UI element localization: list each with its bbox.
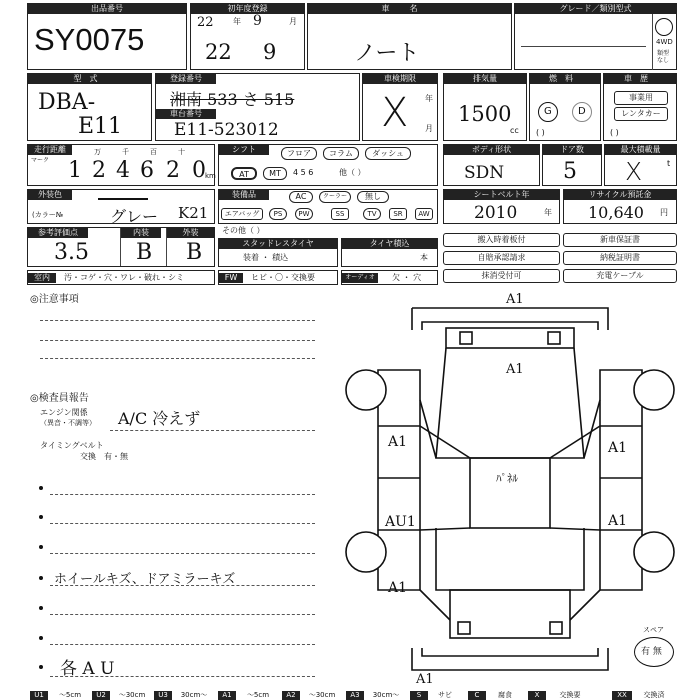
exterior-value: B bbox=[186, 240, 203, 265]
shift-floor: フロア bbox=[281, 147, 317, 160]
inspection-month-unit: 月 bbox=[425, 124, 433, 133]
bullet-7 bbox=[39, 665, 43, 669]
room-box bbox=[27, 270, 215, 285]
diagram-left-1: A1 bbox=[388, 434, 408, 450]
shift-column: コラム bbox=[323, 147, 359, 160]
room-text: 汚・コゲ・穴・ワレ・破れ・シミ bbox=[64, 273, 184, 282]
studless-label: スタッドレスタイヤ bbox=[219, 239, 337, 249]
exterior-color-box bbox=[27, 189, 215, 224]
diagram-bottom: A1 bbox=[416, 672, 434, 687]
report-line-5 bbox=[50, 614, 315, 615]
legend-code-u1: U1 bbox=[30, 691, 48, 700]
legend-code-c: C bbox=[468, 691, 486, 700]
equipment-pw: PW bbox=[295, 208, 313, 220]
color-strike bbox=[98, 198, 148, 200]
shift-dash: ダッシュ bbox=[365, 147, 411, 160]
equipment-cooler: クーラー bbox=[319, 191, 351, 203]
equipment-aw: AW bbox=[415, 208, 433, 220]
shift-box bbox=[218, 144, 438, 186]
bullet-5 bbox=[39, 606, 43, 610]
bullet-3 bbox=[39, 545, 43, 549]
notes-line-3 bbox=[40, 358, 315, 359]
audio-text: 欠 ・ 穴 bbox=[392, 273, 422, 282]
report-line-3 bbox=[50, 553, 315, 554]
history-label: 車歴 bbox=[604, 74, 676, 84]
engine-sub: （異音・不調等） bbox=[40, 419, 96, 427]
first-reg-year: 22 bbox=[197, 15, 214, 30]
2wd-circle bbox=[655, 18, 673, 36]
grade-eval-label: 参考評価点 bbox=[28, 228, 88, 238]
mileage-digit-5: 2 bbox=[166, 158, 180, 183]
type-none-label: 類型 なし bbox=[657, 50, 670, 64]
seatbelt-unit: 年 bbox=[544, 208, 552, 217]
legend-text-a1: ～5cm bbox=[246, 691, 270, 699]
equipment-tv: TV bbox=[363, 208, 381, 220]
diagram-left-3: A1 bbox=[388, 580, 408, 596]
legend-code-u3: U3 bbox=[154, 691, 172, 700]
body-shape-box bbox=[443, 144, 540, 186]
notes-line-2 bbox=[40, 340, 315, 341]
first-reg-year-unit: 年 bbox=[233, 17, 241, 26]
inspector-title: ◎検査員報告 bbox=[30, 393, 89, 404]
equipment-none: 無し bbox=[357, 191, 389, 203]
mileage-digit-2: 2 bbox=[92, 158, 106, 183]
grade-divider bbox=[652, 14, 653, 70]
bullet-1 bbox=[39, 486, 43, 490]
chassis-value: E11-523012 bbox=[174, 120, 279, 140]
tire-load-box bbox=[341, 238, 438, 267]
displacement-value: 1500 bbox=[458, 102, 512, 126]
inspection-year-unit: 年 bbox=[425, 94, 433, 103]
bullet-2 bbox=[39, 515, 43, 519]
doors-box bbox=[542, 144, 602, 186]
paper-1: 搬入時着板付 bbox=[443, 233, 560, 247]
doors-value: 5 bbox=[563, 159, 577, 184]
equipment-ss: SS bbox=[331, 208, 349, 220]
paper-3: 抹消受付可 bbox=[443, 269, 560, 283]
notes-title: ◎注意事項 bbox=[30, 294, 79, 305]
first-reg-month: 9 bbox=[253, 13, 262, 29]
tire-load-label: タイヤ積込 bbox=[342, 239, 437, 249]
car-diagram bbox=[340, 290, 680, 690]
exterior-label: 外装 bbox=[167, 228, 214, 238]
report-text-1: ホイールキズ、ドアミラーキズ bbox=[54, 572, 236, 587]
equipment-ac: AC bbox=[289, 191, 313, 203]
engine-value: A/C 冷えず bbox=[118, 409, 201, 428]
equipment-label: 装備品 bbox=[219, 190, 269, 200]
report-line-6 bbox=[50, 644, 315, 645]
legend-code-a2: A2 bbox=[282, 691, 300, 700]
body-shape-value: SDN bbox=[464, 163, 505, 183]
audio-label: オーディオ bbox=[342, 273, 378, 283]
recycle-value: 10,640 bbox=[588, 203, 644, 222]
legend-code-s: S bbox=[410, 691, 428, 700]
recycle-label: リサイクル預託金 bbox=[564, 190, 676, 200]
bullet-4 bbox=[39, 576, 43, 580]
legend-text-u2: ～30cm bbox=[118, 691, 146, 699]
grade-box bbox=[514, 3, 677, 70]
engine-line bbox=[110, 430, 315, 431]
grade-label: グレード／類別型式 bbox=[515, 4, 676, 14]
interior-label: 内装 bbox=[121, 228, 161, 238]
shift-mt: MT bbox=[263, 167, 287, 180]
inspection-label: 車検期限 bbox=[363, 74, 437, 84]
interior-value: B bbox=[136, 240, 153, 265]
first-reg-year-2: 22 bbox=[205, 40, 232, 64]
bullet-6 bbox=[39, 636, 43, 640]
room-label: 室内 bbox=[28, 273, 56, 283]
color-code-label: (カラー№ bbox=[32, 211, 64, 219]
report-line-2 bbox=[50, 523, 315, 524]
studless-box bbox=[218, 238, 338, 267]
mileage-unit-hyaku: 百 bbox=[150, 148, 157, 156]
equipment-sr: SR bbox=[389, 208, 407, 220]
displacement-box bbox=[443, 73, 527, 141]
equipment-other: その他（ ） bbox=[222, 226, 265, 235]
history-rental: レンタカー bbox=[614, 107, 668, 121]
legend-text-x: 交換要 bbox=[559, 691, 581, 699]
legend-text-a3: 30cm～ bbox=[372, 691, 400, 699]
seatbelt-label: シートベルト年 bbox=[444, 190, 559, 200]
model-label: 型式 bbox=[28, 74, 151, 84]
legend-text-u3: 30cm～ bbox=[180, 691, 208, 699]
fuel-paren: ( ) bbox=[536, 128, 545, 137]
seatbelt-value: 2010 bbox=[474, 203, 518, 223]
car-name-box bbox=[307, 3, 512, 70]
diagram-center: ﾊﾟﾈﾙ bbox=[496, 472, 518, 485]
capacity-unit: t bbox=[667, 159, 671, 168]
mileage-digit-6: 0 bbox=[192, 158, 206, 183]
engine-label: エンジン関係 bbox=[40, 408, 88, 417]
legend-text-a2: ～30cm bbox=[308, 691, 336, 699]
grade-eval-value: 3.5 bbox=[54, 240, 89, 265]
history-paren: ( ) bbox=[610, 128, 619, 137]
mileage-label: 走行距離 bbox=[28, 145, 72, 155]
fw-label: FW bbox=[219, 273, 243, 283]
first-registration-box bbox=[190, 3, 305, 70]
mileage-mark: マーク bbox=[31, 157, 50, 164]
equipment-airbag: エアバッグ bbox=[221, 208, 263, 220]
history-box bbox=[603, 73, 677, 141]
exterior-color-code: K21 bbox=[178, 204, 209, 222]
report-line-1 bbox=[50, 494, 315, 495]
legend-code-a3: A3 bbox=[346, 691, 364, 700]
equipment-box bbox=[218, 189, 438, 224]
fuel-box bbox=[529, 73, 601, 141]
displacement-label: 排気量 bbox=[444, 74, 526, 84]
model-value-2: E11 bbox=[78, 114, 123, 139]
first-registration-label: 初年度登録 bbox=[191, 4, 304, 14]
registration-box bbox=[155, 73, 360, 141]
lot-number: SY0075 bbox=[34, 22, 145, 57]
chassis-label: 車台番号 bbox=[156, 109, 216, 119]
diagram-right-1: A1 bbox=[608, 440, 628, 456]
recycle-unit: 円 bbox=[660, 208, 668, 217]
model-value-1: DBA- bbox=[38, 90, 96, 115]
shift-other: 他（ ） bbox=[339, 168, 366, 177]
first-reg-month-unit: 月 bbox=[289, 17, 297, 26]
mileage-digit-4: 6 bbox=[140, 158, 154, 183]
registration-value: 湘南 533 さ 515 bbox=[170, 90, 295, 109]
legend-code-u2: U2 bbox=[92, 691, 110, 700]
body-shape-label: ボディ形状 bbox=[444, 145, 539, 155]
exterior-color-label: 外装色 bbox=[28, 190, 72, 200]
displacement-unit: cc bbox=[510, 126, 519, 135]
grade-eval-box bbox=[27, 227, 215, 267]
inspection-box bbox=[362, 73, 438, 141]
report-line-7 bbox=[50, 676, 315, 677]
spare-label: スペア bbox=[643, 626, 664, 634]
shift-label: シフト bbox=[219, 145, 269, 155]
diagram-top: A1 bbox=[506, 292, 524, 307]
mileage-box bbox=[27, 144, 215, 186]
timing-sub: 交換 有・無 bbox=[80, 452, 128, 461]
capacity-value: X bbox=[625, 157, 643, 186]
car-name-value: ノート bbox=[354, 41, 420, 66]
mileage-unit-sen: 千 bbox=[122, 148, 129, 156]
legend-code-a1: A1 bbox=[218, 691, 236, 700]
recycle-box bbox=[563, 189, 677, 224]
report-text-2: 各 A U bbox=[60, 659, 115, 679]
capacity-label: 最大積載量 bbox=[605, 145, 676, 155]
paper-2: 自賠承認請求 bbox=[443, 251, 560, 265]
capacity-box bbox=[604, 144, 677, 186]
exterior-color-value: グレー bbox=[110, 207, 159, 226]
paper-6: 充電ケーブル bbox=[563, 269, 677, 283]
legend-code-xx: XX bbox=[612, 691, 632, 700]
lot-label: 出品番号 bbox=[28, 4, 186, 14]
legend-text-u1: ～5cm bbox=[58, 691, 82, 699]
four-wd-label: 4WD bbox=[656, 38, 673, 46]
inspection-value: X bbox=[381, 90, 409, 136]
diagram-roof: A1 bbox=[506, 362, 524, 377]
grade-underline bbox=[521, 46, 646, 47]
history-business: 事業用 bbox=[614, 91, 668, 105]
mileage-digit-3: 4 bbox=[116, 158, 130, 183]
shift-nums: 4 5 6 bbox=[293, 168, 314, 177]
timing-label: タイミングベルト bbox=[40, 441, 104, 450]
fw-box bbox=[218, 270, 338, 285]
doors-label: ドア数 bbox=[543, 145, 601, 155]
equipment-ps: PS bbox=[269, 208, 287, 220]
report-line-4 bbox=[50, 585, 315, 586]
legend-code-x: X bbox=[528, 691, 546, 700]
mileage-unit-jyu: 十 bbox=[178, 148, 185, 156]
fw-text: ヒビ・〇・交換要 bbox=[251, 273, 315, 282]
legend-text-xx: 交換済 bbox=[643, 691, 665, 699]
spare-value: 有 無 bbox=[641, 647, 662, 657]
shift-at: AT bbox=[231, 167, 257, 180]
car-name-label: 車名 bbox=[308, 4, 511, 14]
diagram-right-2: A1 bbox=[608, 513, 628, 529]
legend-text-s: サビ bbox=[438, 691, 452, 699]
audio-box bbox=[341, 270, 438, 285]
paper-5: 納税証明書 bbox=[563, 251, 677, 265]
diagram-left-2: AU1 bbox=[385, 514, 416, 530]
studless-options: 装着 ・ 積込 bbox=[243, 253, 289, 262]
mileage-digit-1: 1 bbox=[68, 158, 82, 183]
fuel-g: G bbox=[544, 106, 552, 117]
fuel-d: D bbox=[578, 106, 586, 117]
seatbelt-box bbox=[443, 189, 560, 224]
lot-box bbox=[27, 3, 187, 70]
registration-label: 登録番号 bbox=[156, 74, 216, 84]
tire-load-value: 本 bbox=[420, 253, 428, 262]
model-box bbox=[27, 73, 152, 141]
notes-line-1 bbox=[40, 320, 315, 321]
legend-text-c: 腐食 bbox=[498, 691, 512, 699]
first-reg-month-2: 9 bbox=[263, 40, 277, 64]
mileage-km: km bbox=[205, 172, 216, 180]
paper-4: 新車保証書 bbox=[563, 233, 677, 247]
mileage-unit-man: 万 bbox=[94, 148, 101, 156]
fuel-label: 燃料 bbox=[530, 74, 600, 84]
